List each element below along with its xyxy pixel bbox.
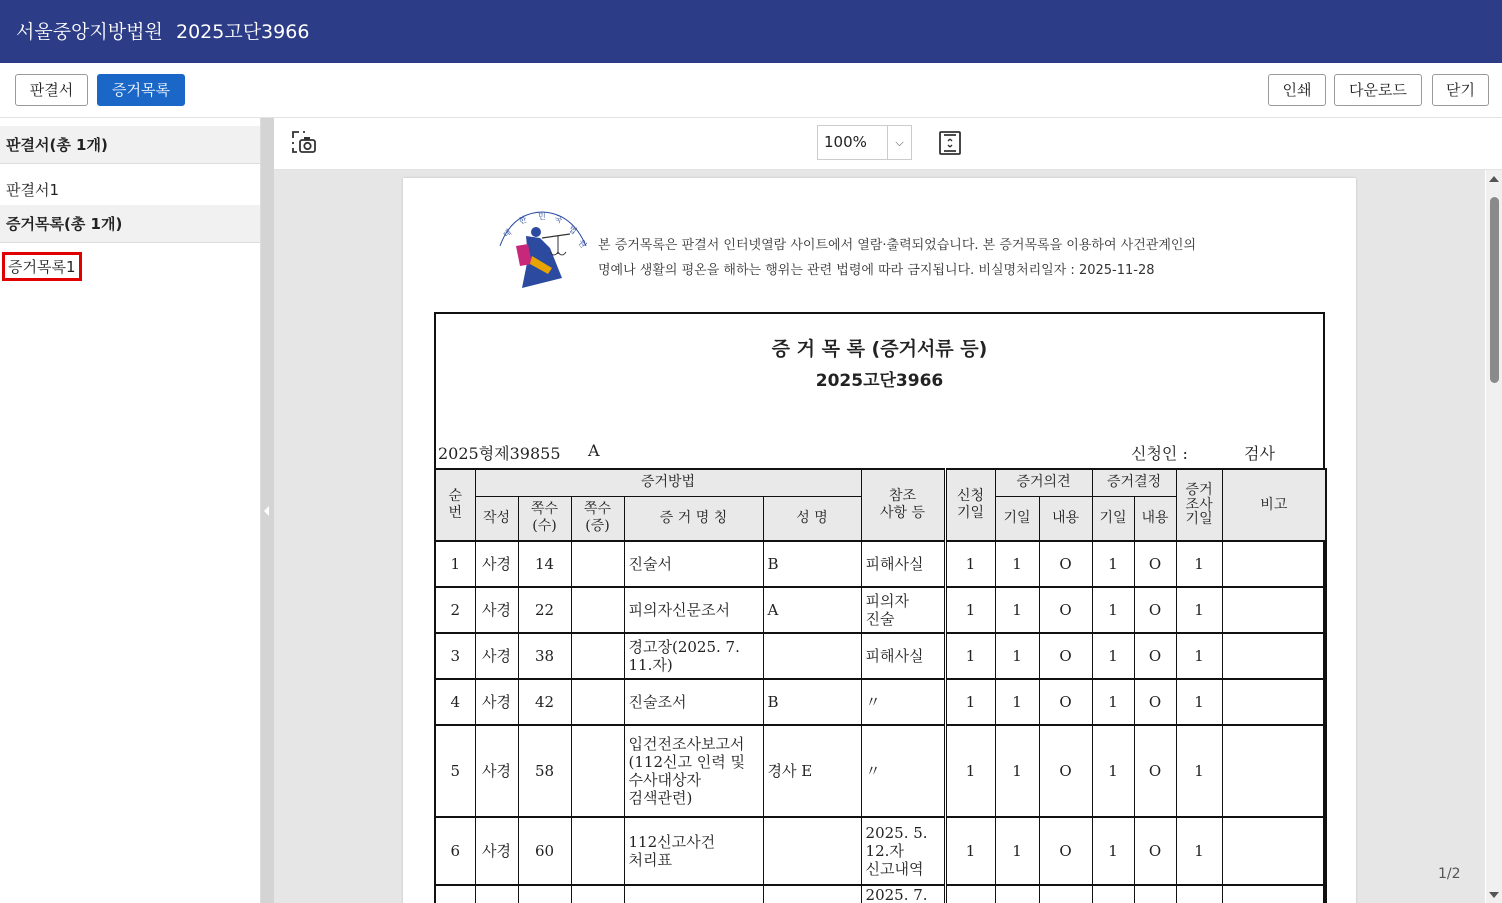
cell-exam: 1 [1176, 633, 1222, 679]
cell-name: 피의자신문조서 [624, 587, 763, 633]
cell-pages: 22 [518, 587, 571, 633]
cell-dec: O [1134, 633, 1176, 679]
notice-line-1: 본 증거목록은 판결서 인터넷열람 사이트에서 열람·출력되었습니다. 본 증거목록을 이용하여 사건관계인의 [598, 238, 1197, 253]
table-cell [624, 885, 763, 903]
cell-author: 사경 [475, 541, 518, 587]
col-exam-date-header: 증거 조사 기일 [1176, 469, 1222, 541]
cell-req: 1 [945, 587, 995, 633]
col-evidence-name-header: 증 거 명 칭 [624, 496, 763, 541]
cell-person [763, 817, 861, 885]
case-number: 2025고단3966 [176, 21, 310, 43]
tab-judgment-button[interactable]: 판결서 [15, 74, 88, 106]
col-decision-content-header: 내용 [1134, 496, 1176, 541]
cell-name: 경고장(2025. 7. 11.자) [624, 633, 763, 679]
sidebar-item-evidence-list-1[interactable]: 증거목록1 [5, 255, 79, 278]
cell-dec-date: 1 [1092, 817, 1134, 885]
cell-dec-date: 1 [1092, 633, 1134, 679]
cell-ref: 〃 [861, 679, 945, 725]
cell-op-date: 1 [995, 817, 1039, 885]
chevron-down-icon: ⌵ [887, 126, 911, 159]
cell-ref: 피해사실 [861, 633, 945, 679]
applicant-value: 검사 [1244, 444, 1275, 463]
cell-op: O [1039, 817, 1092, 885]
page-indicator: 1/2 [1438, 866, 1461, 882]
cell-exam: 1 [1176, 587, 1222, 633]
table-row [435, 633, 1326, 679]
cell-page-proof [571, 725, 624, 817]
close-button[interactable]: 닫기 [1432, 74, 1489, 106]
cell-no: 3 [435, 633, 475, 679]
col-page-count-header: 쪽수 (수) [518, 496, 571, 541]
document-sidebar [0, 118, 261, 903]
table-cell [571, 885, 624, 903]
cell-dec-date: 1 [1092, 725, 1134, 817]
document-case-number: 2025고단3966 [815, 371, 944, 391]
table-row [435, 541, 1326, 587]
table-cell [1134, 885, 1176, 903]
col-reference-header: 참조 사항 등 [861, 469, 945, 541]
col-opinion-content-header: 내용 [1039, 496, 1092, 541]
cell-page-proof [571, 679, 624, 725]
cell-ref: 피해사실 [861, 541, 945, 587]
col-seq-header: 순 번 [435, 469, 475, 541]
cell-remarks [1222, 817, 1326, 885]
scrollbar-thumb[interactable] [1490, 197, 1499, 383]
cell-no: 6 [435, 817, 475, 885]
table-cell [1176, 885, 1222, 903]
col-opinion-header: 증거의견 [995, 469, 1092, 496]
svg-text:법: 법 [566, 224, 579, 237]
cell-person [763, 633, 861, 679]
notice-line-2: 명예나 생활의 평온을 해하는 행위는 관련 법령에 따라 금지됩니다. 비실명처리일자 : 2025-11-28 [598, 263, 1155, 278]
cell-op-date: 1 [995, 587, 1039, 633]
cell-dec: O [1134, 725, 1176, 817]
cell-page-proof [571, 587, 624, 633]
cell-name: 112신고사건 처리표 [624, 817, 763, 885]
col-author-header: 작성 [475, 496, 518, 541]
table-row [435, 679, 1326, 725]
cell-no: 4 [435, 679, 475, 725]
cell-req: 1 [945, 541, 995, 587]
col-name-header: 성 명 [763, 496, 861, 541]
cell-dec: O [1134, 541, 1176, 587]
cell-name: 진술서 [624, 541, 763, 587]
cell-op: O [1039, 725, 1092, 817]
cell-remarks [1222, 587, 1326, 633]
table-cell [1092, 885, 1134, 903]
cell-author: 사경 [475, 679, 518, 725]
cell-ref: 피의자 진술 [861, 587, 945, 633]
download-button[interactable]: 다운로드 [1334, 74, 1422, 106]
cell-ref: 2025. 7. [861, 885, 945, 903]
cell-op-date: 1 [995, 541, 1039, 587]
cell-dec: O [1134, 679, 1176, 725]
zoom-select[interactable] [817, 125, 912, 160]
main-toolbar [0, 63, 1502, 118]
collapse-arrow-icon [264, 506, 269, 516]
table-row [435, 885, 1326, 903]
table-cell [763, 885, 861, 903]
cell-person: B [763, 541, 861, 587]
cell-pages: 58 [518, 725, 571, 817]
cell-req: 1 [945, 679, 995, 725]
viewer-scrollbar[interactable] [1486, 170, 1502, 903]
document-title: 증 거 목 록 (증거서류 등) [771, 338, 988, 360]
app-header [0, 0, 1502, 63]
col-page-proof-header: 쪽수 (증) [571, 496, 624, 541]
zoom-value: 100% [824, 133, 867, 151]
col-decision-header: 증거결정 [1092, 469, 1176, 496]
cell-remarks [1222, 725, 1326, 817]
table-cell [945, 885, 995, 903]
col-opinion-date-header: 기일 [995, 496, 1039, 541]
table-row [435, 587, 1326, 633]
prosecution-number: 2025형제39855 [438, 444, 561, 463]
cell-remarks [1222, 541, 1326, 587]
capture-icon[interactable] [291, 130, 317, 156]
cell-page-proof [571, 817, 624, 885]
table-cell [995, 885, 1039, 903]
cell-remarks [1222, 679, 1326, 725]
cell-dec: O [1134, 587, 1176, 633]
cell-no: 1 [435, 541, 475, 587]
cell-dec-date: 1 [1092, 587, 1134, 633]
table-cell [518, 885, 571, 903]
cell-op-date: 1 [995, 725, 1039, 817]
court-name: 서울중앙지방법원 [16, 21, 163, 43]
cell-op: O [1039, 633, 1092, 679]
svg-text:원: 원 [576, 237, 589, 250]
cell-no: 2 [435, 587, 475, 633]
cell-name: 진술조서 [624, 679, 763, 725]
cell-op: O [1039, 587, 1092, 633]
cell-exam: 1 [1176, 679, 1222, 725]
cell-req: 1 [945, 817, 995, 885]
tab-evidence-list-button[interactable]: 증거목록 [97, 74, 185, 106]
cell-req: 1 [945, 725, 995, 817]
cell-remarks [1222, 633, 1326, 679]
cell-op: O [1039, 541, 1092, 587]
cell-op-date: 1 [995, 633, 1039, 679]
cell-pages: 14 [518, 541, 571, 587]
applicant-label: 신청인 : [1131, 444, 1188, 463]
cell-pages: 38 [518, 633, 571, 679]
svg-text:민: 민 [538, 212, 546, 221]
cell-author: 사경 [475, 725, 518, 817]
cell-page-proof [571, 541, 624, 587]
table-cell [435, 885, 475, 903]
col-decision-date-header: 기일 [1092, 496, 1134, 541]
sidebar-collapse-handle[interactable] [261, 118, 274, 903]
table-cell [475, 885, 518, 903]
cell-exam: 1 [1176, 541, 1222, 587]
cell-page-proof [571, 633, 624, 679]
cell-person: 경사 E [763, 725, 861, 817]
cell-ref: 〃 [861, 725, 945, 817]
cell-dec: O [1134, 817, 1176, 885]
cell-author: 사경 [475, 633, 518, 679]
scroll-down-icon[interactable] [1489, 892, 1499, 898]
defendant-name: A [588, 441, 600, 460]
judgment-group-header: 판결서(총 1개) [0, 126, 260, 164]
table-cell [1039, 885, 1092, 903]
cell-op-date: 1 [995, 679, 1039, 725]
cell-person: A [763, 587, 861, 633]
col-remarks-header: 비고 [1222, 469, 1326, 541]
cell-dec-date: 1 [1092, 541, 1134, 587]
scroll-up-icon[interactable] [1489, 176, 1499, 182]
svg-text:한: 한 [517, 214, 528, 226]
cell-pages: 42 [518, 679, 571, 725]
print-button[interactable]: 인쇄 [1268, 74, 1326, 106]
cell-exam: 1 [1176, 817, 1222, 885]
table-row [435, 725, 1326, 817]
cell-pages: 60 [518, 817, 571, 885]
cell-op: O [1039, 679, 1092, 725]
cell-name: 입건전조사보고서 (112신고 인력 및 수사대상자 검색관련) [624, 725, 763, 817]
evidence-table [434, 468, 1327, 903]
table-row [435, 817, 1326, 885]
cell-ref: 2025. 5. 12.자 신고내역 [861, 817, 945, 885]
cell-no: 5 [435, 725, 475, 817]
table-cell [1222, 885, 1326, 903]
col-method-header: 증거방법 [475, 469, 861, 496]
cell-author: 사경 [475, 817, 518, 885]
sidebar-item-judgment-1[interactable]: 판결서1 [6, 181, 60, 199]
viewer-toolbar [274, 118, 1502, 170]
cell-exam: 1 [1176, 725, 1222, 817]
col-request-date-header: 신청 기일 [945, 469, 995, 541]
evidence-group-header: 증거목록(총 1개) [0, 205, 260, 243]
court-seal-logo [492, 208, 592, 292]
fit-page-icon[interactable] [938, 130, 962, 156]
cell-author: 사경 [475, 587, 518, 633]
cell-req: 1 [945, 633, 995, 679]
cell-dec-date: 1 [1092, 679, 1134, 725]
cell-person: B [763, 679, 861, 725]
svg-text:대: 대 [501, 227, 514, 240]
svg-text:국: 국 [553, 214, 564, 225]
